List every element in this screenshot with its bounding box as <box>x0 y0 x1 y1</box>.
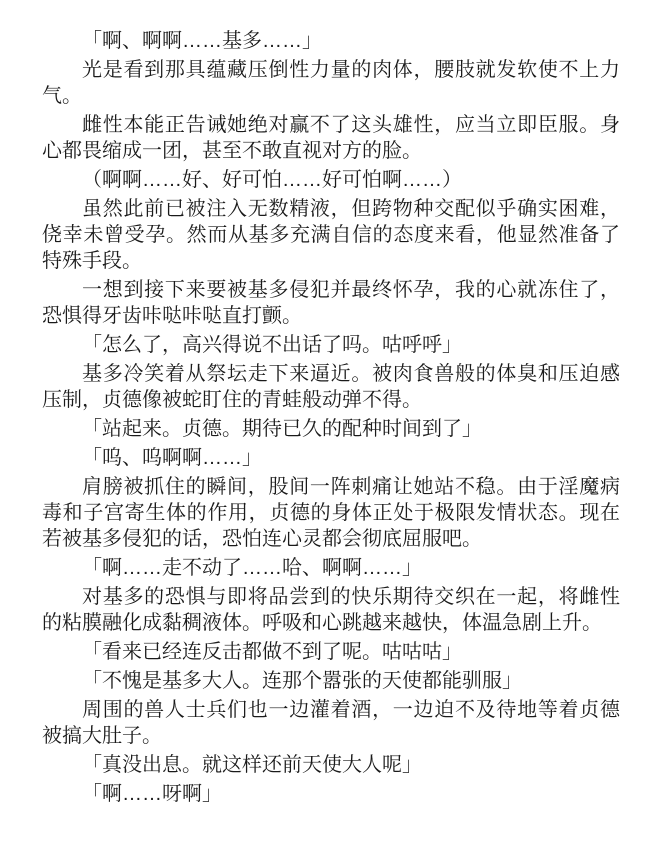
paragraph-narration-13: 对基多的恐惧与即将品尝到的快乐期待交织在一起，将雌性的粘膜融化成黏稠液体。呼吸和心跳越来越快，体温急剧上升。 <box>42 586 620 634</box>
paragraph-dialogue-17: 「真没出息。就这样还前天使大人呢」 <box>82 754 422 776</box>
paragraph-dialogue-15: 「不愧是基多大人。连那个嚣张的天使都能驯服」 <box>82 670 522 692</box>
paragraph-dialogue-12: 「啊……走不动了……哈、啊啊……」 <box>82 557 422 579</box>
paragraph-narration-8: 基多冷笑着从祭坛走下来逼近。被肉食兽般的体臭和压迫感压制，贞德像被蛇盯住的青蛙般动弹不得。 <box>42 363 620 411</box>
paragraph-narration-3: 雌性本能正告诫她绝对赢不了这头雄性，应当立即臣服。身心都畏缩成一团，甚至不敢直视对方的脸。 <box>42 114 620 162</box>
paragraph-narration-11: 肩膀被抓住的瞬间，股间一阵刺痛让她站不稳。由于淫魔病毒和子宫寄生体的作用，贞德的身体正处于极限发情状态。现在若被基多侵犯的话，恐怕连心灵都会彻底屈服吧。 <box>42 476 620 550</box>
paragraph-narration-2: 光是看到那具蕴藏压倒性力量的肉体，腰肢就发软使不上力气。 <box>42 59 620 107</box>
paragraph-dialogue-14: 「看来已经连反击都做不到了呢。咕咕咕」 <box>82 641 462 663</box>
paragraph-dialogue-18: 「啊……呀啊」 <box>82 783 222 805</box>
paragraph-dialogue-9: 「站起来。贞德。期待已久的配种时间到了」 <box>82 418 482 440</box>
paragraph-narration-5: 虽然此前已被注入无数精液，但跨物种交配似乎确实困难，侥幸未曾受孕。然而从基多充满自信的态度来看，他显然准备了特殊手段。 <box>42 198 620 272</box>
paragraph-dialogue-1: 「啊、啊啊……基多……」 <box>82 30 322 52</box>
paragraph-narration-6: 一想到接下来要被基多侵犯并最终怀孕，我的心就冻住了，恐惧得牙齿咔哒咔哒直打颤。 <box>42 279 620 327</box>
paragraph-dialogue-7: 「怎么了，高兴得说不出话了吗。咕呼呼」 <box>82 334 462 356</box>
paragraph-thought-4: （啊啊……好、好可怕……好可怕啊……） <box>82 169 462 191</box>
paragraph-dialogue-10: 「呜、呜啊啊……」 <box>82 447 262 469</box>
paragraph-narration-16: 周围的兽人士兵们也一边灌着酒，一边迫不及待地等着贞德被搞大肚子。 <box>42 699 620 747</box>
